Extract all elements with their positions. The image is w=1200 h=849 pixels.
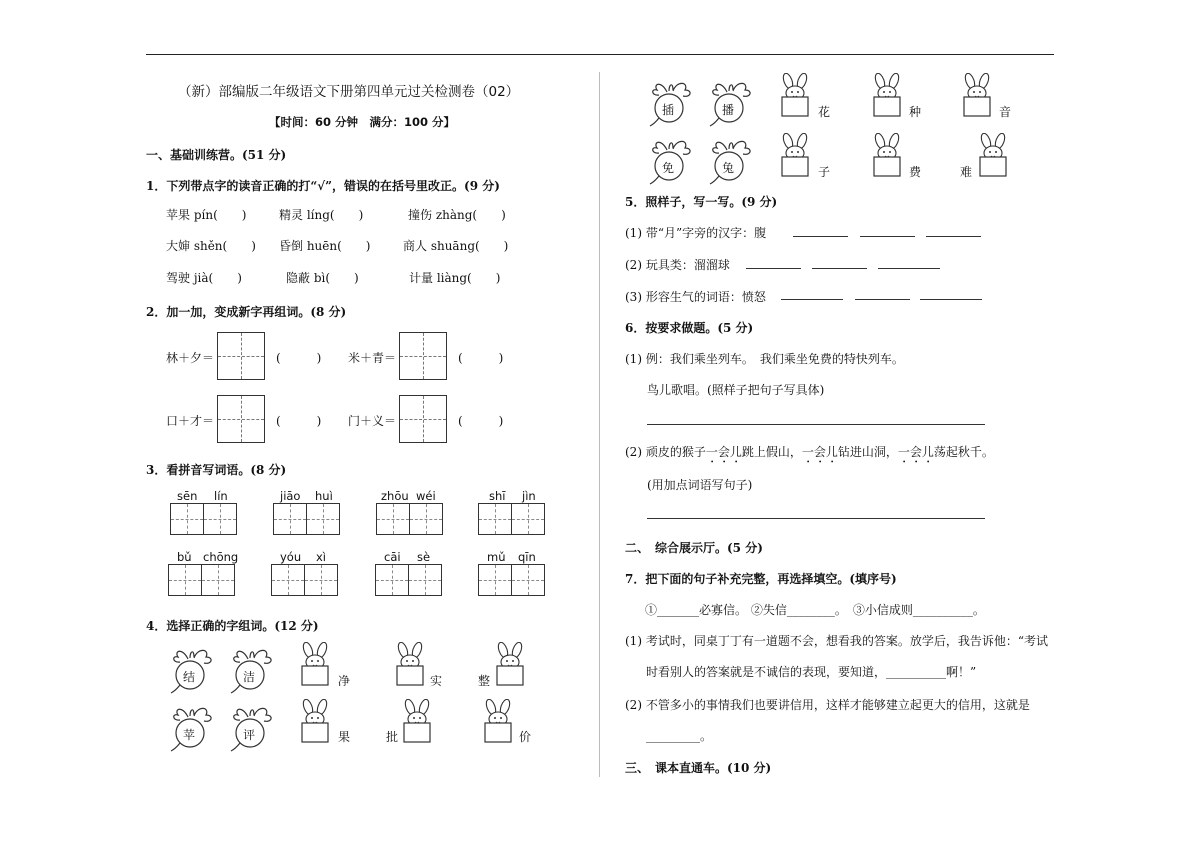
q4-word: 子	[818, 165, 831, 179]
dotted-word: 一会儿	[801, 445, 838, 459]
bunny-answer-box[interactable]	[870, 73, 904, 117]
pinyin: chōng	[203, 550, 239, 564]
answer-line[interactable]	[926, 236, 981, 237]
q2-item: 米＋青＝	[348, 351, 397, 365]
answer-line[interactable]	[647, 518, 985, 519]
q1-item: 驾驶 jià( )	[166, 271, 242, 285]
sentence-text: (2) 顽皮的猴子	[625, 445, 706, 459]
bunny-answer-box[interactable]	[870, 133, 904, 177]
radish-option[interactable]	[168, 645, 216, 695]
pinyin: jìn	[522, 489, 536, 503]
q4-word: 实	[430, 674, 443, 688]
q1-item: 精灵 líng( )	[279, 208, 364, 222]
write-grid[interactable]	[375, 564, 442, 596]
pinyin: shī	[489, 489, 506, 503]
sentence-text: 荡起秋千。	[933, 445, 994, 459]
q4-word: 难	[960, 165, 973, 179]
bunny-icon	[870, 73, 904, 117]
q1-item: 撞伤 zhàng( )	[408, 208, 506, 222]
q1-item: 计量 liàng( )	[409, 271, 501, 285]
radish-char: 结	[183, 670, 196, 684]
q1-item: 昏倒 huēn( )	[279, 239, 371, 253]
write-grid[interactable]	[168, 564, 235, 596]
bunny-icon	[298, 699, 332, 743]
answer-line[interactable]	[647, 424, 985, 425]
radish-char: 兔	[722, 161, 735, 175]
pinyin: mǔ	[487, 550, 506, 564]
column-divider	[599, 72, 600, 777]
q3-label: 3．看拼音写词语。(8 分)	[146, 463, 287, 477]
q5-label: 5．照样子，写一写。(9 分)	[625, 195, 778, 209]
q2-item: 林＋夕＝	[166, 351, 215, 365]
bunny-icon	[960, 73, 994, 117]
section-3-heading: 三、 课本直通车。(10 分)	[625, 761, 772, 775]
radish-option[interactable]	[168, 703, 216, 753]
radish-char: 免	[662, 161, 675, 175]
dotted-word: 一会儿	[705, 445, 742, 459]
pinyin: zhōu	[381, 489, 409, 503]
q6-sentence	[625, 443, 994, 466]
radish-char: 插	[662, 103, 675, 117]
pinyin: lín	[214, 489, 228, 503]
pinyin: huì	[315, 489, 333, 503]
pinyin: yóu	[280, 550, 302, 564]
bunny-icon	[298, 642, 332, 686]
radish-option[interactable]	[228, 703, 276, 753]
top-rule	[146, 54, 1054, 55]
q4-word: 价	[519, 730, 532, 744]
q6-example: (1) 例：我们乘坐列车。 我们乘坐免费的特快列车。	[625, 352, 904, 366]
radish-option[interactable]	[647, 136, 695, 186]
q1-item: 苹果 pín( )	[166, 208, 247, 222]
pinyin: qīn	[518, 550, 536, 564]
q4-word: 果	[338, 730, 351, 744]
answer-line[interactable]	[793, 236, 848, 237]
q6-label: 6．按要求做题。(5 分)	[625, 321, 754, 335]
answer-line[interactable]	[781, 299, 843, 300]
bunny-answer-box[interactable]	[400, 699, 434, 743]
write-grid[interactable]	[478, 503, 545, 535]
tianzige-box[interactable]	[399, 332, 447, 380]
bunny-answer-box[interactable]	[960, 73, 994, 117]
answer-line[interactable]	[878, 268, 940, 269]
write-grid[interactable]	[376, 503, 443, 535]
bunny-icon	[870, 133, 904, 177]
radish-char: 评	[243, 728, 256, 742]
page-title: （新）部编版二年级语文下册第四单元过关检测卷（02）	[178, 84, 520, 100]
radish-option[interactable]	[228, 645, 276, 695]
tianzige-box[interactable]	[399, 395, 447, 443]
bunny-icon	[393, 642, 427, 686]
q7-label: 7．把下面的句子补充完整，再选择填空。(填序号)	[625, 572, 897, 586]
pinyin: sēn	[177, 489, 198, 503]
bunny-answer-box[interactable]	[493, 642, 527, 686]
q5-item: (3) 形容生气的词语：愤怒	[625, 290, 766, 304]
q7-fill: ①_______必寡信。 ②失信________。 ③小信成则__________。	[645, 603, 985, 617]
q4-word: 净	[338, 674, 351, 688]
q5-item: (2) 玩具类：溜溜球	[625, 258, 730, 272]
q1-label: 1．下列带点字的读音正确的打“√”，错误的在括号里改正。(9 分)	[146, 179, 500, 193]
q1-item: 商人 shuāng( )	[403, 239, 509, 253]
write-grid[interactable]	[271, 564, 338, 596]
pinyin: jiāo	[280, 489, 301, 503]
pinyin: cāi	[384, 550, 401, 564]
write-grid[interactable]	[170, 503, 237, 535]
q5-item: (1) 带“月”字旁的汉字：腹	[625, 226, 767, 240]
bunny-icon	[400, 699, 434, 743]
tianzige-box[interactable]	[217, 395, 265, 443]
radish-option[interactable]	[707, 78, 755, 128]
bunny-icon	[778, 133, 812, 177]
radish-char: 苹	[183, 728, 196, 742]
bunny-icon	[481, 699, 515, 743]
bunny-icon	[778, 73, 812, 117]
q7-paragraph: (2) 不管多小的事情我们也要讲信用，这样才能够建立起更大的信用，这就是	[625, 698, 1030, 712]
q4-label: 4．选择正确的字组词。(12 分)	[146, 619, 319, 633]
write-grid[interactable]	[478, 564, 545, 596]
bunny-icon	[976, 133, 1010, 177]
q2-item: 门＋义＝	[348, 414, 397, 428]
section-1-heading: 一、基础训练营。(51 分)	[146, 148, 287, 162]
q2-paren[interactable]: ( )	[458, 414, 504, 428]
bunny-answer-box[interactable]	[481, 699, 515, 743]
q4-word: 音	[999, 105, 1012, 119]
q4-word: 批	[386, 730, 399, 744]
tianzige-box[interactable]	[217, 332, 265, 380]
bunny-icon	[493, 642, 527, 686]
q4-word: 花	[818, 105, 831, 119]
sentence-text: 钻进山洞，	[837, 445, 898, 459]
dotted-word: 一会儿	[897, 445, 934, 459]
write-grid[interactable]	[273, 503, 340, 535]
radish-char: 洁	[243, 670, 256, 684]
pinyin: bǔ	[177, 550, 192, 564]
radish-char: 播	[722, 103, 735, 117]
q7-paragraph: _________。	[646, 729, 713, 743]
bunny-answer-box[interactable]	[298, 642, 332, 686]
answer-line[interactable]	[746, 268, 801, 269]
page-subtitle: 【时间：60 分钟 满分：100 分】	[269, 115, 456, 129]
q1-item: 隐蔽 bì( )	[286, 271, 359, 285]
q2-item: 口＋才＝	[166, 414, 215, 428]
radish-option[interactable]	[647, 78, 695, 128]
radish-option[interactable]	[707, 136, 755, 186]
bunny-answer-box[interactable]	[393, 642, 427, 686]
q2-paren[interactable]: ( )	[276, 414, 322, 428]
q6-instruction: (用加点词语写句子)	[647, 478, 753, 492]
answer-line[interactable]	[812, 268, 867, 269]
q7-paragraph: (1) 考试时，同桌丁丁有一道题不会，想看我的答案。放学后，我告诉他：“考试	[625, 634, 1048, 648]
answer-line[interactable]	[855, 299, 910, 300]
q2-paren[interactable]: ( )	[458, 351, 504, 365]
q2-label: 2．加一加，变成新字再组词。(8 分)	[146, 305, 347, 319]
q2-paren[interactable]: ( )	[276, 351, 322, 365]
q4-word: 种	[909, 105, 922, 119]
q4-word: 整	[478, 674, 491, 688]
q6-instruction: 鸟儿歌唱。(照样子把句子写具体)	[647, 383, 825, 397]
q1-item: 大婶 shěn( )	[166, 239, 256, 253]
sentence-text: 跳上假山，	[741, 445, 802, 459]
q4-word: 费	[909, 165, 922, 179]
bunny-answer-box[interactable]	[778, 133, 812, 177]
bunny-answer-box[interactable]	[298, 699, 332, 743]
answer-line[interactable]	[920, 299, 982, 300]
q7-paragraph: 时看别人的答案就是不诚信的表现，要知道，__________啊！”	[646, 665, 977, 679]
bunny-answer-box[interactable]	[778, 73, 812, 117]
section-2-heading: 二、 综合展示厅。(5 分)	[625, 541, 763, 555]
pinyin: sè	[417, 550, 431, 564]
bunny-answer-box[interactable]	[976, 133, 1010, 177]
answer-line[interactable]	[860, 236, 915, 237]
pinyin: wéi	[416, 489, 436, 503]
pinyin: xì	[316, 550, 327, 564]
